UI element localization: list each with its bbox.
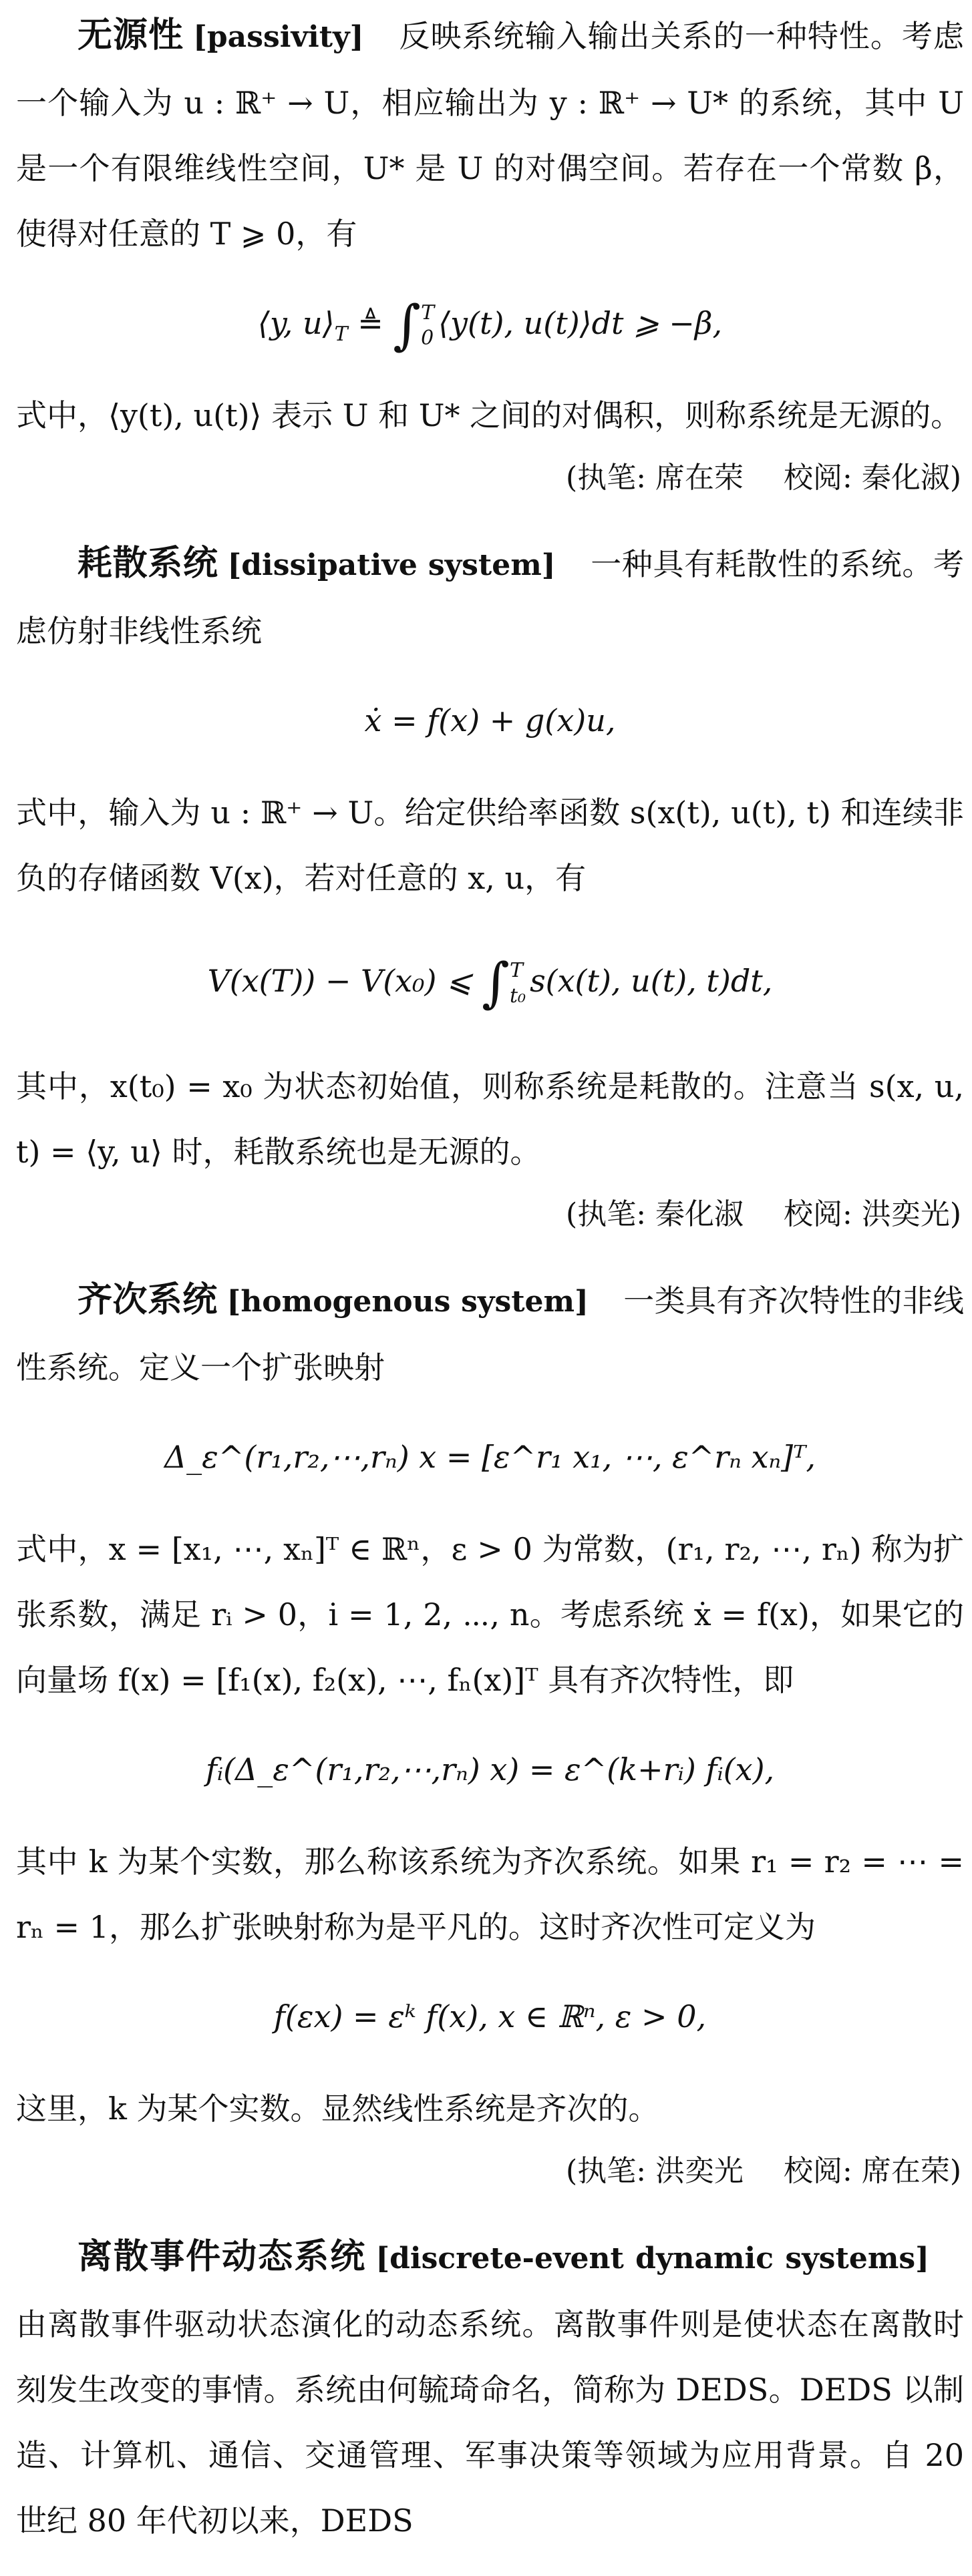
term-title: 齐次系统 — [77, 1280, 218, 1320]
integral-sign: ∫ — [482, 951, 510, 1014]
author: (执笔: 秦化淑 — [566, 1197, 744, 1231]
term-english: [passivity] — [193, 20, 364, 54]
equation: Δ_ε^(r₁,r₂,⋯,rₙ) x = [ε^r₁ x₁, ⋯, ε^rₙ xₙ]ᵀ, — [164, 1439, 816, 1475]
paragraph — [16, 1267, 964, 1400]
paragraph-text: 一种具有耗散性的系统。考虑仿射非线性系统 — [16, 546, 964, 649]
paragraph: 这里，k 为某个实数。显然线性系统是齐次的。 — [16, 2091, 659, 2127]
integral-sign: ∫ — [393, 294, 422, 356]
paragraph-text: 反映系统输入输出关系的一种特性。考虑一个输入为 u : ℝ⁺ → U，相应输出为 y : ℝ⁺ → U* 的系统，其中 U 是一个有限维线性空间，U* 是 U 的对偶空间。若存在一个常数 β，使得对任意的 T ⩾ 0，有 — [16, 18, 964, 252]
equation: ⟨y, $u⟩_T$ ≜ ∫ T 0 ⟨y(t), u(t)⟩dt ⩾ −β, — [257, 294, 723, 356]
reviewer: 校阅: 席在荣) — [784, 2154, 961, 2188]
equation: ẋ = f(x) + g(x)u, — [364, 702, 616, 738]
paragraph: 式中，x = [x₁, ⋯, xₙ]ᵀ ∈ ℝⁿ，ε > 0 为常数，(r₁, r₂, ⋯, rₙ) 称为扩张系数，满足 rᵢ > 0，i = 1, 2, ⋯, n。考虑系统 ẋ = f(x)，如果它的向量场 f(x) = [f₁(x), f₂(x), ⋯, fₙ(x)]ᵀ 具有齐次特性，即 — [16, 1531, 964, 1698]
paragraph: 式中，⟨y(t), u(t)⟩ 表示 U 和 U* 之间的对偶积，则称系统是无源的。 — [16, 397, 962, 433]
paragraph-text: 一类具有齐次特性的非线性系统。定义一个扩张映射 — [16, 1283, 965, 1385]
term-english: [discrete-event dynamic systems] — [375, 2241, 929, 2276]
term-title: 离散事件动态系统 — [77, 2237, 367, 2277]
paragraph — [16, 3, 964, 266]
author: (执笔: 洪奕光 — [566, 2154, 744, 2188]
paragraph: 其中，x(t₀) = x₀ 为状态初始值，则称系统是耗散的。注意当 s(x, u, t) = ⟨y, u⟩ 时，耗散系统也是无源的。 — [16, 1068, 964, 1170]
entry-homogenous-system — [16, 1267, 964, 2201]
term-title: 无源性 — [77, 15, 184, 55]
credit-line — [16, 1185, 964, 1245]
term-english: [homogenous system] — [226, 1285, 589, 1319]
credit-line — [16, 2141, 964, 2201]
paragraph — [16, 531, 964, 664]
term-english: [dissipative system] — [227, 548, 556, 582]
equation: fᵢ(Δ_ε^(r₁,r₂,⋯,rₙ) x) = ε^(k+rᵢ) fᵢ(x), — [205, 1751, 775, 1787]
entry-dissipative-system — [16, 531, 964, 1245]
author: (执笔: 席在荣 — [566, 461, 744, 495]
term-title: 耗散系统 — [77, 544, 218, 584]
equation: V(x(T)) − V(x₀) ⩽ ∫ T t₀ s(x(t), u(t), t)dt, — [207, 951, 773, 1014]
credit-line — [16, 448, 964, 508]
reviewer: 校阅: 秦化淑) — [784, 461, 961, 495]
paragraph: 其中 k 为某个实数，那么称该系统为齐次系统。如果 r₁ = r₂ = ⋯ = rₙ = 1，那么扩张映射称为是平凡的。这时齐次性可定义为 — [16, 1844, 964, 1945]
paragraph — [16, 2224, 964, 2553]
entry-discrete-event-dynamic-systems — [16, 2224, 964, 2553]
paragraph: 式中，输入为 u : ℝ⁺ → U。给定供给率函数 s(x(t), u(t), t) 和连续非负的存储函数 V(x)，若对任意的 x, u，有 — [16, 795, 964, 896]
equation: f(εx) = εᵏ f(x), x ∈ ℝⁿ, ε > 0, — [273, 1998, 707, 2034]
reviewer: 校阅: 洪奕光) — [784, 1197, 961, 1231]
entry-passivity — [16, 3, 964, 508]
paragraph-text: 由离散事件驱动状态演化的动态系统。离散事件则是使状态在离散时刻发生改变的事情。系统由何毓琦命名，简称为 DEDS。DEDS 以制造、计算机、通信、交通管理、军事决策等领域为应用背景。自 20 世纪 80 年代初以来，DEDS — [16, 2306, 964, 2539]
